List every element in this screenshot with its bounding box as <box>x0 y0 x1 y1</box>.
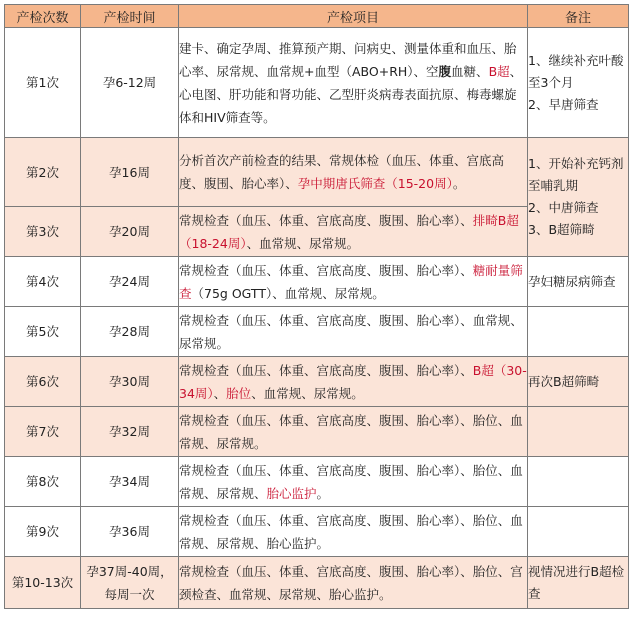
items-text: 、血常规、尿常规。 <box>246 235 360 251</box>
visit-cell: 第2次 <box>5 138 81 207</box>
time-line: 孕37周-40周， <box>86 563 173 579</box>
table-row <box>5 257 629 307</box>
time-cell: 孕6-12周 <box>81 28 179 138</box>
items-text: 、血常规、尿常规。 <box>251 385 364 401</box>
table-row <box>5 507 629 557</box>
items-cell <box>179 307 528 357</box>
time-cell <box>81 557 179 609</box>
header-time: 产检时间 <box>81 5 179 28</box>
items-highlight: 排畸B超（18-24周） <box>179 212 519 251</box>
items-highlight: 胎心监护 <box>266 485 317 501</box>
items-cell <box>179 357 528 407</box>
note-cell <box>528 357 629 407</box>
items-cell <box>179 507 528 557</box>
time-cell: 孕28周 <box>81 307 179 357</box>
items-text: 常规检查（血压、体重、宫底高度、腹围、胎心率）、胎位、宫颈检查、血常规、尿常规、胎心监护。 <box>179 563 523 602</box>
items-cell <box>179 457 528 507</box>
note-cell <box>528 557 629 609</box>
prenatal-checkup-table <box>4 4 629 609</box>
visit-cell: 第7次 <box>5 407 81 457</box>
items-text: 常规检查（血压、体重、宫底高度、腹围、胎心率）、 <box>179 212 473 228</box>
visit-cell: 第8次 <box>5 457 81 507</box>
visit-cell: 第9次 <box>5 507 81 557</box>
note-line: 再次B超筛畸 <box>528 373 600 389</box>
table-row <box>5 28 629 138</box>
time-cell: 孕20周 <box>81 207 179 257</box>
visit-cell: 第1次 <box>5 28 81 138</box>
items-text: 常规检查（血压、体重、宫底高度、腹围、胎心率）、胎位、血常规、尿常规。 <box>179 412 523 451</box>
items-text: 常规检查（血压、体重、宫底高度、腹围、胎心率）、血常规、尿常规。 <box>179 312 523 351</box>
note-line: 1、开始补充钙剂至哺乳期 <box>528 156 624 193</box>
time-cell: 孕30周 <box>81 357 179 407</box>
items-text: 。 <box>452 176 466 191</box>
items-text: 建卡、确定孕周、推算预产期、问病史、测量体重和血压、胎心率、尿常规、血常规+血型（ABO+RH）、空 <box>179 40 517 79</box>
header-note: 备注 <box>528 5 629 28</box>
items-highlight: B超（30-34周） <box>179 362 527 401</box>
items-text: 、血常规、尿常规。 <box>272 285 385 301</box>
items-highlight: 糖耐量筛查 <box>179 262 523 301</box>
time-cell: 孕34周 <box>81 457 179 507</box>
note-cell <box>528 307 629 357</box>
note-line: 1、继续补充叶酸至3个月 <box>528 52 624 90</box>
items-highlight: 孕中期唐氏筛查（15-20周） <box>297 176 453 191</box>
items-cell <box>179 557 528 609</box>
header-items: 产检项目 <box>179 5 528 28</box>
note-line: 2、早唐筛查 <box>528 96 599 112</box>
table-header-row <box>5 5 629 28</box>
items-text: 血糖、 <box>451 63 489 79</box>
note-line: 2、中唐筛查 <box>528 200 599 215</box>
items-text: 、 <box>213 385 227 401</box>
items-text: 、心电图、肝功能和肾功能、乙型肝炎病毒表面抗原、梅毒螺旋体和HIV筛查等。 <box>179 63 523 125</box>
items-text: 分析首次产前检查的结果、常规体检（血压、体重、宫底高度、腹围、胎心率）、 <box>179 153 505 191</box>
items-highlight: B超 <box>488 63 510 79</box>
note-line: 视情况进行B超检查 <box>528 563 625 601</box>
time-line: 每周一次 <box>104 586 155 602</box>
note-cell <box>528 457 629 507</box>
table-row <box>5 307 629 357</box>
table-row <box>5 557 629 609</box>
time-cell: 孕24周 <box>81 257 179 307</box>
visit-cell: 第3次 <box>5 207 81 257</box>
note-cell <box>528 138 629 257</box>
note-line: 3、B超筛畸 <box>528 222 595 237</box>
items-highlight: 胎位 <box>226 385 252 401</box>
items-cell <box>179 257 528 307</box>
items-text: 。 <box>316 485 330 501</box>
time-cell: 孕36周 <box>81 507 179 557</box>
items-cell <box>179 28 528 138</box>
note-cell <box>528 28 629 138</box>
note-cell <box>528 407 629 457</box>
visit-cell: 第10-13次 <box>5 557 81 609</box>
note-cell <box>528 507 629 557</box>
note-cell <box>528 257 629 307</box>
items-cell <box>179 207 528 257</box>
items-text: 常规检查（血压、体重、宫底高度、腹围、胎心率）、 <box>179 262 473 278</box>
time-cell: 孕32周 <box>81 407 179 457</box>
visit-cell: 第4次 <box>5 257 81 307</box>
items-cell <box>179 138 528 207</box>
table-row <box>5 457 629 507</box>
items-text: 常规检查（血压、体重、宫底高度、腹围、胎心率）、胎位、血常规、尿常规、胎心监护。 <box>179 512 523 551</box>
time-cell: 孕16周 <box>81 138 179 207</box>
items-text-bold: 腹 <box>438 63 452 79</box>
table-row <box>5 407 629 457</box>
note-line: 孕妇糖尿病筛查 <box>528 273 616 289</box>
visit-cell: 第5次 <box>5 307 81 357</box>
visit-cell: 第6次 <box>5 357 81 407</box>
table-row <box>5 357 629 407</box>
items-text: 常规检查（血压、体重、宫底高度、腹围、胎心率）、胎位、血常规、尿常规、 <box>179 462 523 501</box>
items-text: 常规检查（血压、体重、宫底高度、腹围、胎心率）、 <box>179 362 473 378</box>
items-text: （75g OGTT） <box>191 285 273 301</box>
items-cell <box>179 407 528 457</box>
table-row <box>5 138 629 207</box>
header-visit: 产检次数 <box>5 5 81 28</box>
